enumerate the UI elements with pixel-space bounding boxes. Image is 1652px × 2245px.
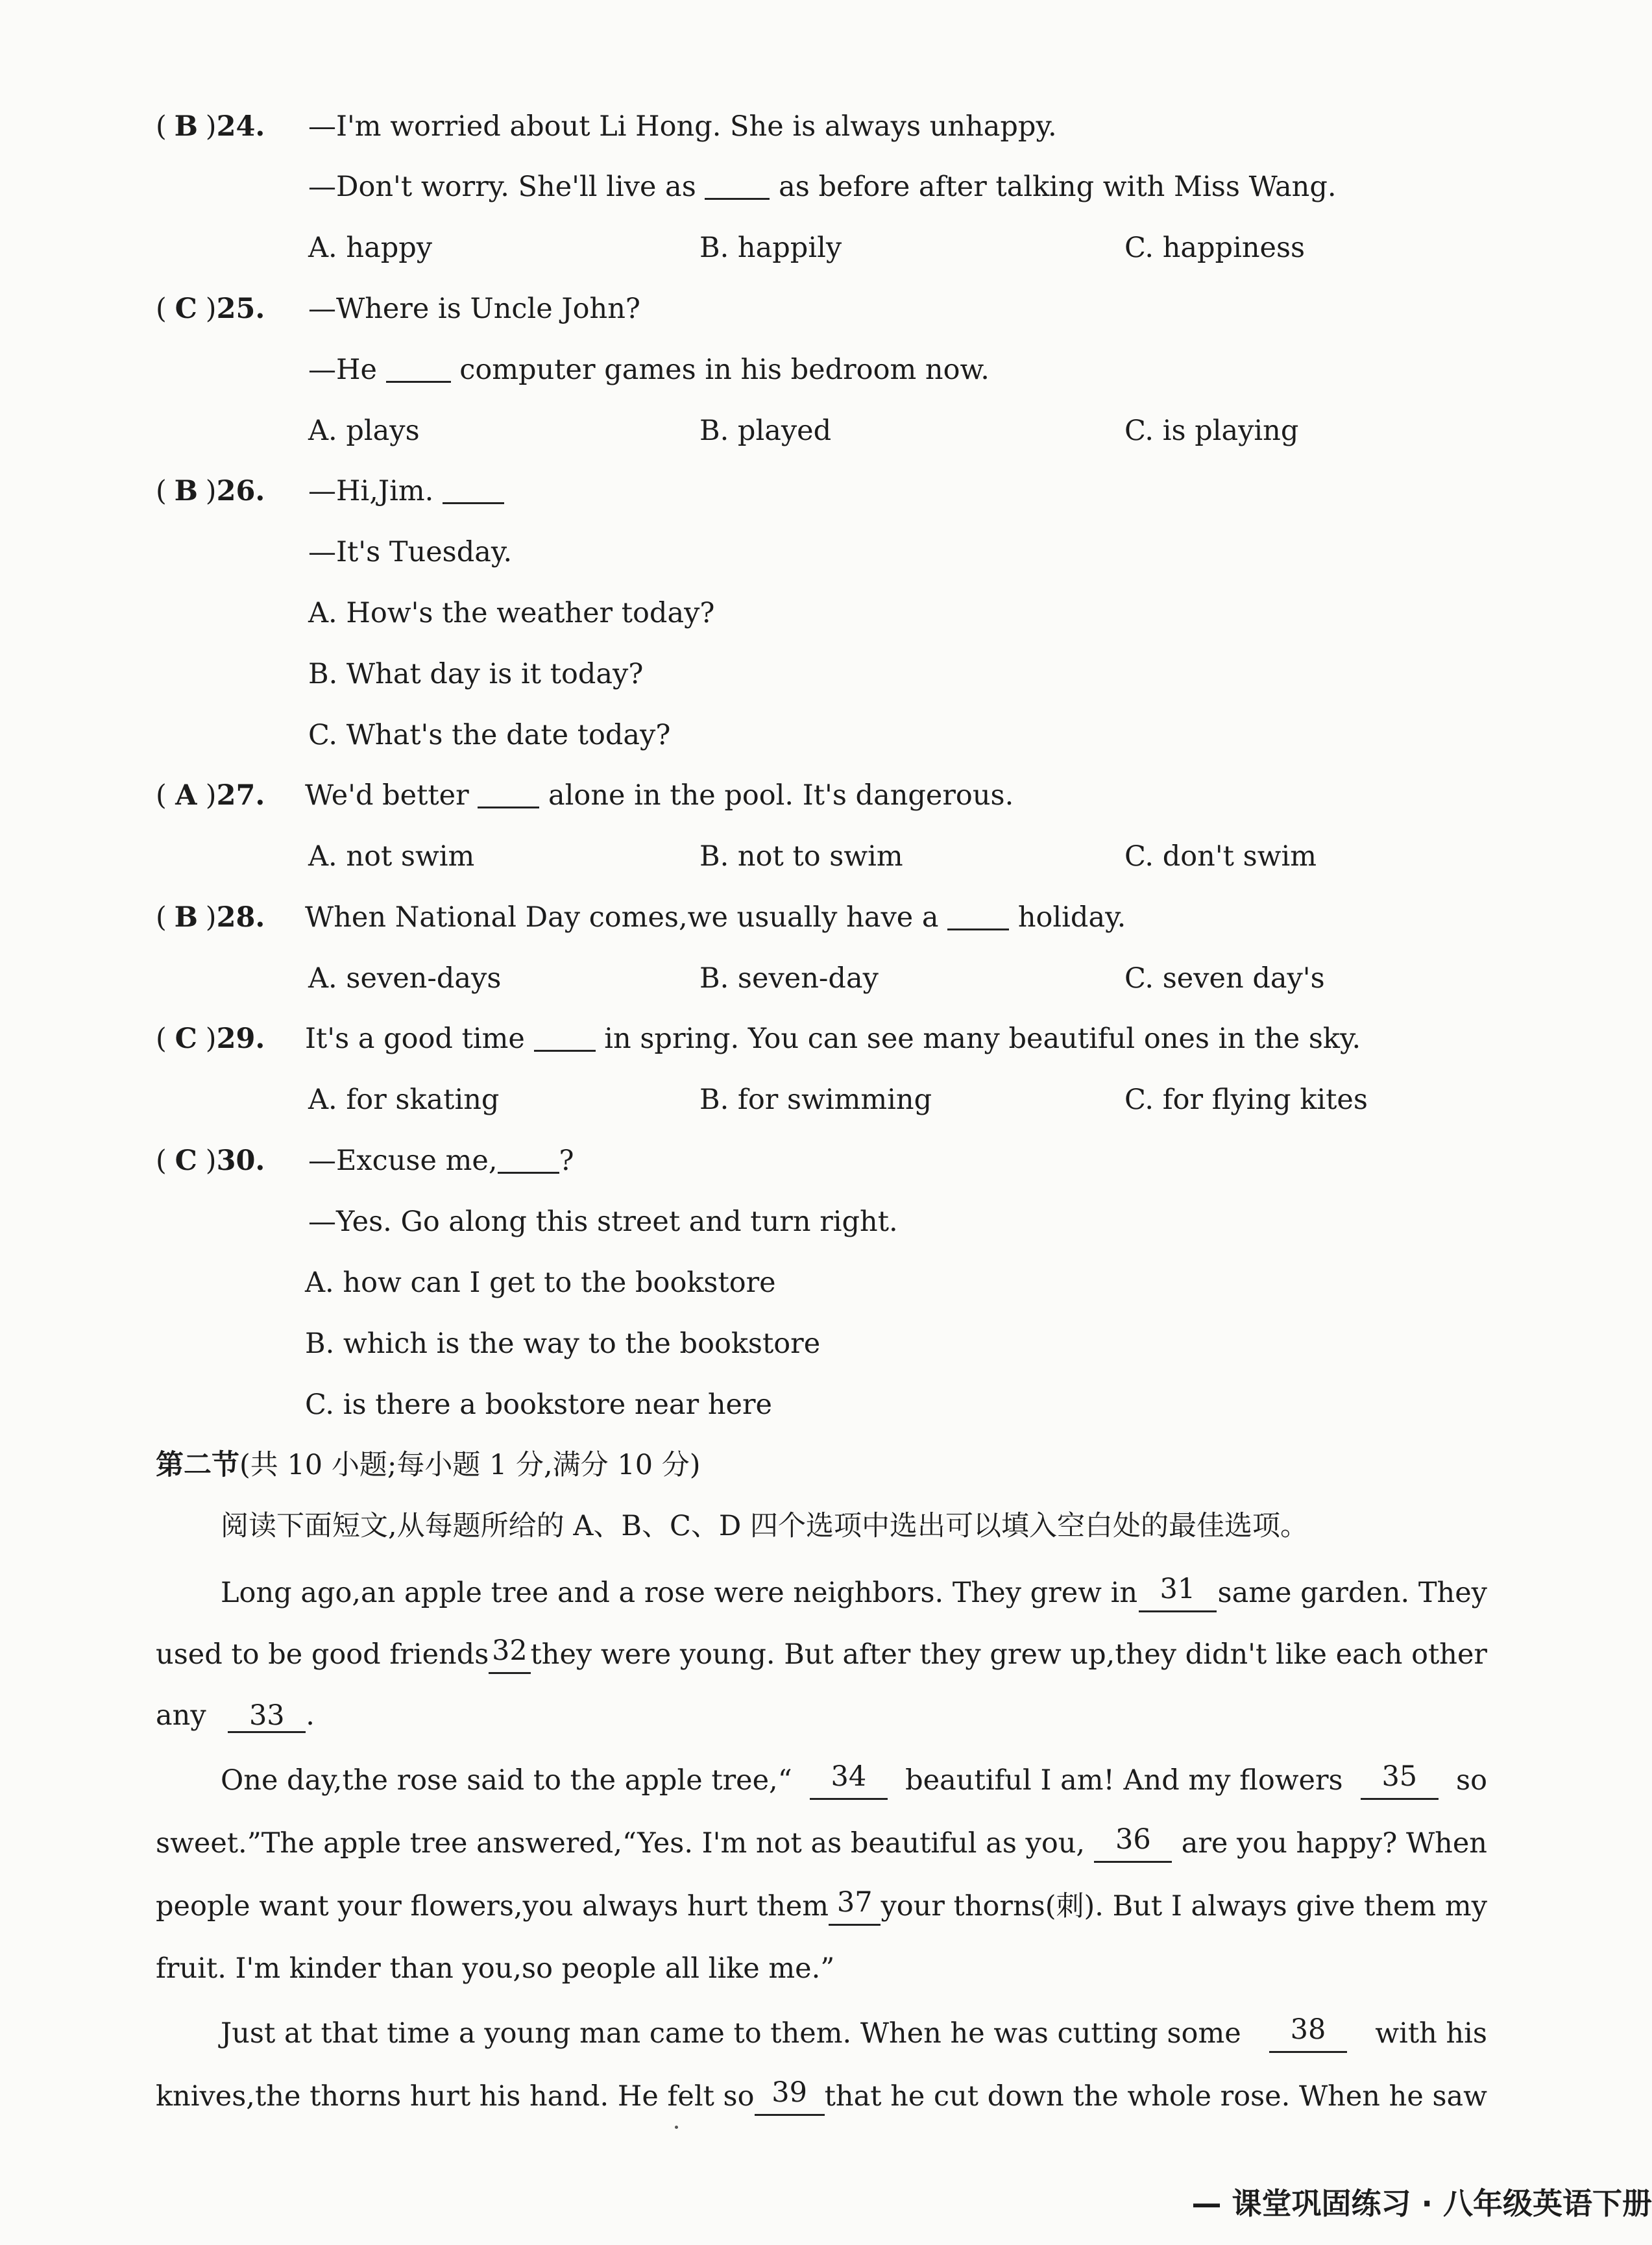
question-number: 26. bbox=[216, 475, 265, 507]
answer-blank bbox=[534, 1021, 596, 1052]
answer-paren: ( C )30. bbox=[156, 1141, 318, 1180]
passage-text: that he cut down the whole rose. When he saw bbox=[824, 2080, 1487, 2113]
option-c: C. happiness bbox=[1124, 232, 1306, 264]
option-b: B. happily bbox=[699, 232, 842, 264]
answer-paren: ( A )27. bbox=[156, 776, 318, 815]
question-25 bbox=[156, 289, 318, 328]
option-a: A. seven-days bbox=[308, 962, 502, 995]
option-c: C. What's the date today? bbox=[308, 719, 671, 751]
question-number: 30. bbox=[216, 1145, 265, 1177]
stem-part: When National Day comes,we usually have a bbox=[305, 901, 939, 934]
answer: B bbox=[174, 901, 198, 934]
passage-text: . bbox=[306, 1699, 315, 1732]
section-instruction: 阅读下面短文,从每题所给的 A、B、C、D 四个选项中选出可以填入空白处的最佳选项。 bbox=[221, 1510, 1309, 1542]
passage-text: they were young. But after they grew up,they didn't like each other bbox=[530, 1638, 1487, 1671]
reply bbox=[308, 167, 1337, 206]
passage-text: so bbox=[1456, 1764, 1487, 1797]
question-27 bbox=[156, 776, 318, 815]
blank-35: 35 bbox=[1361, 1761, 1439, 1800]
question-28 bbox=[156, 898, 318, 937]
passage-line bbox=[156, 1824, 1487, 1863]
option-c: C. is there a bookstore near here bbox=[305, 1389, 772, 1421]
option-a: A. How's the weather today? bbox=[308, 597, 715, 629]
answer: C bbox=[175, 1145, 197, 1177]
stem bbox=[305, 898, 1126, 937]
passage-text: same garden. They bbox=[1217, 1577, 1487, 1609]
blank-37: 37 bbox=[829, 1887, 881, 1926]
passage-text: sweet.”The apple tree answered,“Yes. I'm not as beautiful as you, bbox=[156, 1827, 1086, 1860]
passage-text: knives,the thorns hurt his hand. He felt so bbox=[156, 2080, 755, 2113]
stem bbox=[305, 1019, 1361, 1058]
passage-line bbox=[156, 2077, 1487, 2116]
reply bbox=[308, 350, 990, 389]
blank-38: 38 bbox=[1269, 2014, 1347, 2053]
option-b: B. not to swim bbox=[699, 840, 903, 873]
answer-blank bbox=[498, 1143, 559, 1174]
passage-text: Long ago,an apple tree and a rose were neighbors. They grew in bbox=[221, 1577, 1138, 1609]
section-title: 第二节 bbox=[156, 1449, 239, 1481]
question-29 bbox=[156, 1019, 318, 1058]
blank-31: 31 bbox=[1139, 1573, 1217, 1612]
reply: —It's Tuesday. bbox=[308, 536, 513, 568]
question-number: 27. bbox=[216, 779, 265, 812]
answer-paren: ( B )26. bbox=[156, 472, 318, 511]
page-footer: — 课堂巩固练习 · 八年级英语下册 bbox=[1191, 2186, 1652, 2221]
option-a: A. happy bbox=[308, 232, 433, 264]
stem-part: holiday. bbox=[1017, 901, 1126, 934]
stem-text: —Hi,Jim. bbox=[308, 475, 434, 507]
answer: C bbox=[175, 293, 197, 325]
passage-line bbox=[156, 1887, 1487, 1926]
passage-line bbox=[221, 1761, 1487, 1800]
answer: B bbox=[174, 110, 198, 143]
passage-text: are you happy? When bbox=[1181, 1827, 1487, 1860]
answer-blank bbox=[386, 352, 451, 383]
reply-part: as before after talking with Miss Wang. bbox=[779, 171, 1337, 203]
answer-paren: ( C )29. bbox=[156, 1019, 318, 1058]
stem-part: We'd better bbox=[305, 779, 469, 812]
stem: —Where is Uncle John? bbox=[308, 293, 640, 325]
option-b: B. played bbox=[699, 415, 832, 447]
answer-blank bbox=[443, 474, 504, 504]
passage-line bbox=[221, 1573, 1487, 1612]
print-speck bbox=[675, 2126, 678, 2129]
option-a: A. not swim bbox=[308, 840, 475, 873]
passage-line: fruit. I'm kinder than you,so people all like me.” bbox=[156, 1952, 835, 1985]
question-number: 25. bbox=[216, 293, 265, 325]
blank-33: 33 bbox=[228, 1700, 306, 1733]
option-a: A. plays bbox=[308, 415, 420, 447]
passage-text: with his bbox=[1375, 2017, 1487, 2050]
passage-text: people want your flowers,you always hurt them bbox=[156, 1890, 829, 1923]
blank-36: 36 bbox=[1094, 1824, 1172, 1863]
stem-part: —Excuse me, bbox=[308, 1145, 498, 1177]
stem bbox=[308, 1141, 574, 1180]
option-c: C. don't swim bbox=[1124, 840, 1317, 873]
option-a: A. for skating bbox=[308, 1084, 500, 1116]
stem-part: in spring. You can see many beautiful ones in the sky. bbox=[604, 1023, 1361, 1055]
passage-line bbox=[156, 1635, 1487, 1674]
answer-blank bbox=[705, 169, 770, 200]
stem: —I'm worried about Li Hong. She is always unhappy. bbox=[308, 110, 1057, 143]
passage-line bbox=[221, 2014, 1487, 2053]
passage-line bbox=[156, 1696, 315, 1735]
answer-blank bbox=[947, 900, 1009, 930]
reply: —Yes. Go along this street and turn right. bbox=[308, 1206, 898, 1238]
option-c: C. is playing bbox=[1124, 415, 1299, 447]
question-number: 29. bbox=[216, 1023, 265, 1055]
question-number: 24. bbox=[216, 110, 265, 143]
passage-text: Just at that time a young man came to them. When he was cutting some bbox=[221, 2017, 1241, 2050]
section-heading bbox=[156, 1446, 701, 1485]
option-b: B. seven-day bbox=[699, 962, 879, 995]
option-c: C. for flying kites bbox=[1124, 1084, 1368, 1116]
question-30 bbox=[156, 1141, 318, 1180]
answer-blank bbox=[478, 778, 539, 808]
blank-34: 34 bbox=[810, 1761, 888, 1800]
stem bbox=[308, 472, 504, 511]
reply-part: computer games in his bedroom now. bbox=[459, 354, 990, 386]
question-26 bbox=[156, 472, 318, 511]
answer-paren: ( C )25. bbox=[156, 289, 318, 328]
passage-text: used to be good friends bbox=[156, 1638, 489, 1671]
answer: A bbox=[175, 779, 197, 812]
answer-paren: ( B )28. bbox=[156, 898, 318, 937]
section-subtitle: (共 10 小题;每小题 1 分,满分 10 分) bbox=[239, 1449, 701, 1481]
reply-part: —Don't worry. She'll live as bbox=[308, 171, 696, 203]
option-a: A. how can I get to the bookstore bbox=[305, 1267, 776, 1299]
option-c: C. seven day's bbox=[1124, 962, 1325, 995]
answer-paren: ( B )24. bbox=[156, 107, 318, 146]
question-24 bbox=[156, 107, 318, 146]
answer: B bbox=[174, 475, 198, 507]
option-b: B. for swimming bbox=[699, 1084, 932, 1116]
question-number: 28. bbox=[216, 901, 265, 934]
option-b: B. What day is it today? bbox=[308, 658, 644, 690]
passage-text: One day,the rose said to the apple tree,“ bbox=[221, 1764, 792, 1797]
reply-part: —He bbox=[308, 354, 377, 386]
option-b: B. which is the way to the bookstore bbox=[305, 1328, 821, 1360]
passage-text: any bbox=[156, 1699, 206, 1732]
stem bbox=[305, 776, 1014, 815]
passage-text: your thorns(刺). But I always give them my bbox=[881, 1890, 1487, 1923]
answer: C bbox=[175, 1023, 197, 1055]
stem-part: ? bbox=[559, 1145, 574, 1177]
passage-text: beautiful I am! And my flowers bbox=[905, 1764, 1343, 1797]
stem-part: It's a good time bbox=[305, 1023, 525, 1055]
blank-32: 32 bbox=[489, 1635, 530, 1674]
blank-39: 39 bbox=[755, 2077, 825, 2116]
stem-part: alone in the pool. It's dangerous. bbox=[548, 779, 1014, 812]
